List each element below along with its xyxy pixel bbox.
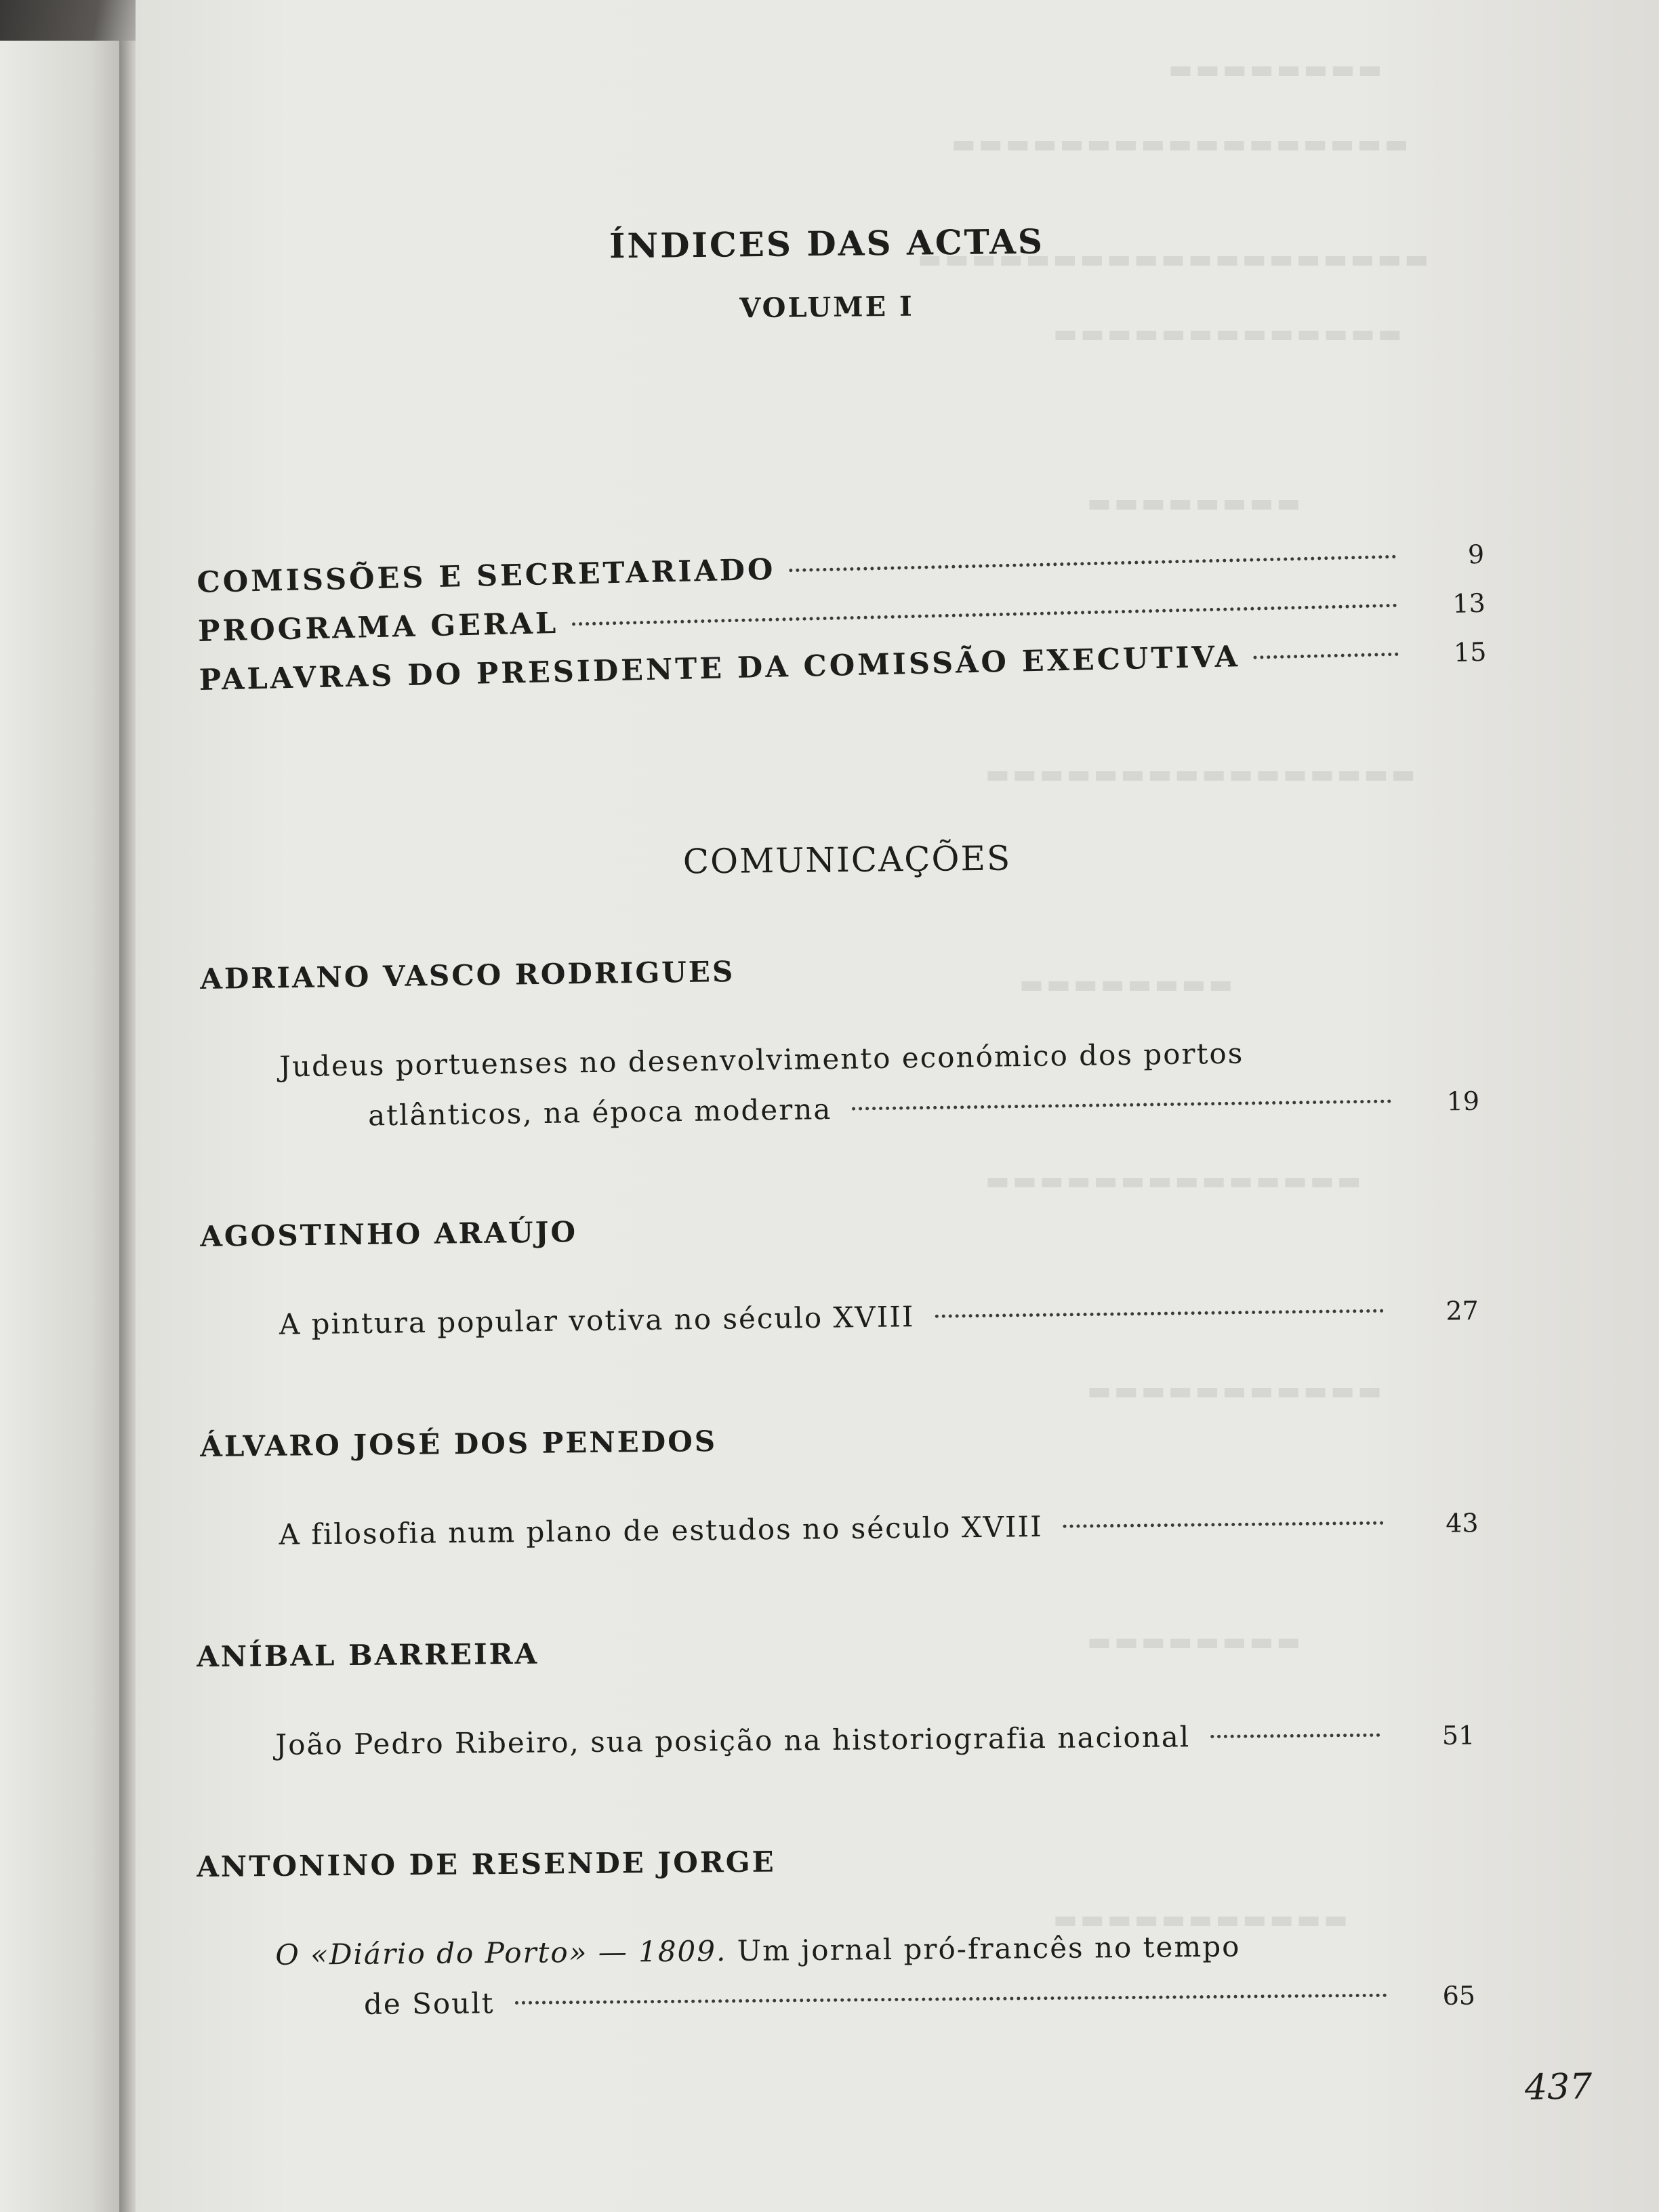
leader-dots bbox=[1254, 653, 1399, 659]
entry-title bbox=[275, 1710, 1475, 1771]
toc-page-number: 9 bbox=[1467, 539, 1485, 570]
toc-entry bbox=[200, 1416, 1479, 1561]
entry-title bbox=[275, 1920, 1475, 2031]
leader-dots bbox=[789, 555, 1396, 572]
document-page bbox=[136, 0, 1659, 2212]
bleed-through: ▬▬▬▬▬▬▬▬▬▬▬▬▬ bbox=[1050, 319, 1402, 348]
entry-title-line: A pintura popular votiva no século XVIII bbox=[279, 1300, 915, 1341]
entry-title-italic: O «Diário do Porto» — 1809. bbox=[275, 1934, 727, 1971]
entry-author: AGOSTINHO ARAÚJO bbox=[200, 1215, 578, 1253]
toc-entry bbox=[200, 1204, 1479, 1351]
entry-title bbox=[279, 1285, 1479, 1351]
entry-author: ADRIANO VASCO RODRIGUES bbox=[200, 954, 735, 996]
volume-heading: VOLUME I bbox=[739, 290, 914, 325]
bleed-through: ▬▬▬▬▬▬▬▬ bbox=[1084, 488, 1301, 518]
entry-page-number: 43 bbox=[1445, 1508, 1479, 1538]
toc-entry bbox=[197, 1839, 1475, 2032]
page-title: ÍNDICES DAS ACTAS bbox=[609, 221, 1045, 266]
entry-title-line: de Soult bbox=[363, 1986, 495, 2021]
entry-title-rest: Um jornal pró-francês no tempo bbox=[737, 1929, 1241, 1968]
bleed-through: ▬▬▬▬▬▬▬▬▬▬▬ bbox=[1084, 1376, 1382, 1406]
toc-label: COMISSÕES E SECRETARIADO bbox=[197, 552, 777, 600]
page-number: 437 bbox=[1524, 2066, 1593, 2108]
facing-page-edge bbox=[0, 41, 129, 2212]
bleed-through: ▬▬▬▬▬▬▬▬▬▬▬▬▬▬▬▬▬▬▬ bbox=[915, 244, 1429, 274]
leader-dots bbox=[935, 1309, 1383, 1318]
bleed-through: ▬▬▬▬▬▬▬▬▬▬▬▬▬▬ bbox=[983, 1166, 1361, 1195]
entry-page-number: 27 bbox=[1446, 1295, 1479, 1326]
leader-dots bbox=[514, 1994, 1387, 2005]
bleed-through: ▬▬▬▬▬▬▬▬▬▬▬▬▬▬▬▬ bbox=[983, 759, 1416, 789]
toc-label: PALAVRAS DO PRESIDENTE DA COMISSÃO EXECUTIVA bbox=[199, 640, 1241, 697]
section-heading: COMUNICAÇÕES bbox=[682, 838, 1012, 882]
entry-title-line: João Pedro Ribeiro, sua posição na historiografia nacional bbox=[275, 1720, 1191, 1761]
entry-title bbox=[279, 1025, 1480, 1143]
entry-author: ÁLVARO JOSÉ DOS PENEDOS bbox=[200, 1425, 718, 1463]
leader-dots bbox=[852, 1099, 1391, 1110]
toc-page-number: 13 bbox=[1452, 588, 1486, 619]
entry-title bbox=[279, 1497, 1479, 1561]
leader-dots bbox=[572, 604, 1397, 626]
entry-page-number: 65 bbox=[1442, 1980, 1476, 2011]
toc-entry bbox=[200, 945, 1480, 1144]
entry-page-number: 51 bbox=[1441, 1720, 1475, 1750]
toc-label: PROGRAMA GERAL bbox=[197, 606, 559, 649]
entry-title-line: atlânticos, na época moderna bbox=[367, 1092, 832, 1132]
bleed-through: ▬▬▬▬▬▬▬▬ bbox=[1166, 54, 1382, 84]
entry-title-line: A filosofia num plano de estudos no século XVIII bbox=[279, 1509, 1043, 1551]
entry-title-line: Judeus portuenses no desenvolvimento económico dos portos bbox=[279, 1036, 1244, 1084]
bleed-through: ▬▬▬▬▬▬▬▬▬▬▬ bbox=[1050, 1904, 1348, 1934]
bleed-through: ▬▬▬▬▬▬▬▬▬▬▬▬▬▬▬▬▬ bbox=[949, 129, 1409, 159]
front-matter-list bbox=[197, 537, 1487, 712]
entry-title-line bbox=[275, 1921, 1306, 1980]
entry-page-number: 19 bbox=[1446, 1086, 1480, 1117]
leader-dots bbox=[1210, 1734, 1380, 1738]
toc-entry bbox=[197, 1629, 1475, 1771]
bleed-through: ▬▬▬▬▬▬▬▬ bbox=[1017, 969, 1233, 999]
leader-dots bbox=[1063, 1521, 1384, 1528]
entry-author: ANÍBAL BARREIRA bbox=[197, 1637, 539, 1673]
bleed-through: ▬▬▬▬▬▬▬▬ bbox=[1084, 1626, 1301, 1656]
entry-author: ANTONINO DE RESENDE JORGE bbox=[197, 1845, 776, 1883]
toc-page-number: 15 bbox=[1453, 636, 1487, 668]
